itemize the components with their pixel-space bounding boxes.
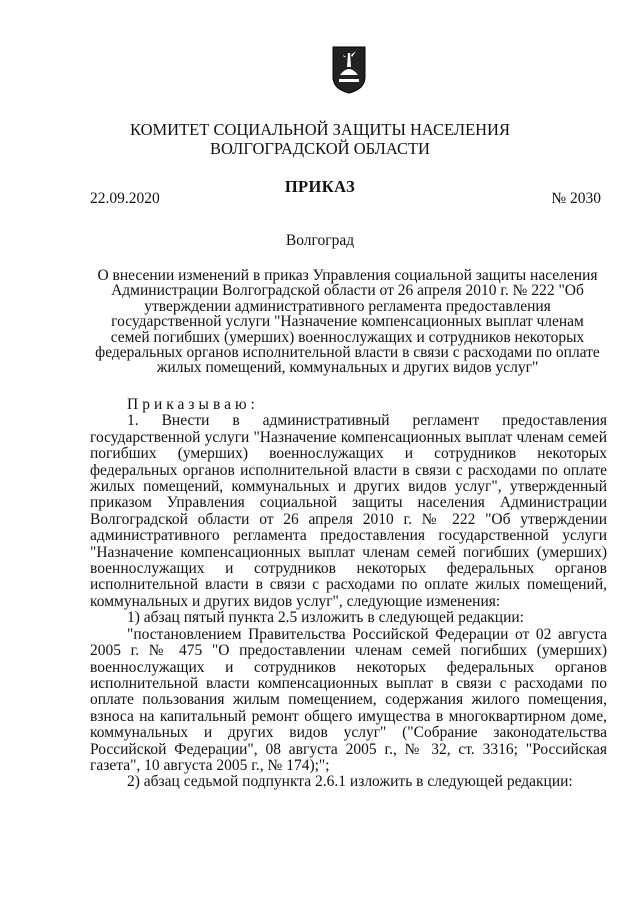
document-type-title: ПРИКАЗ [284,177,356,196]
document-subject: О внесении изменений в приказ Управления социальной защиты населения Администрации Волгоградской области от 26 апреля 2010 г. № 222 "Об утверждении административного регламента предоставления государственной услуги "Назначение компенсационных выплат членам семей погибших (умерших) военнослужащих и сотрудников некоторых федеральных органов исполнительной власти в связи с расходами по оплате жилых помещений, коммунальных и других видов услуг" [95,267,600,377]
organization-line-2: ВОЛГОГРАДСКОЙ ОБЛАСТИ [210,139,430,158]
paragraph-3: "постановлением Правительства Российской Федерации от 02 августа 2005 г. № 475 "О предоставлении членам семей погибших (умерших) военнослужащих и сотрудников некоторых федеральных органов исполнительной власти компенсационных выплат в связи с расходами по оплате пользования жилым помещением, содержания жилого помещения, взноса на капитальный ремонт общего имущества в многоквартирном доме, коммунальных и других видов услуг" ("Собрание законодательства Российской Федерации", 08 августа 2005 г., № 32, ст. 3316; "Российская газета", 10 августа 2005 г., № 174);"; [90,625,607,774]
coat-of-arms-icon [331,45,367,95]
document-date: 22.09.2020 [90,190,160,207]
paragraph-2: 1) абзац пятый пункта 2.5 изложить в следующей редакции: [127,609,524,627]
paragraph-1: 1. Внести в административный регламент предоставления государственной услуги "Назначение компенсационных выплат членам семей погибших (умерших) военнослужащих и сотрудников некоторых федеральных органов исполнительной власти в связи с расходами по оплате жилых помещений, коммунальных и других видов услуг", утвержденный приказом Управления социальной защиты населения Администрации Волгоградской области от 26 апреля 2010 г. № 222 "Об утверждении административного регламента предоставления государственной услуги "Назначение компенсационных выплат членам семей погибших (умерших) военнослужащих и сотрудников некоторых федеральных органов исполнительной власти в связи с расходами по оплате жилых помещений, коммунальных и других видов услуг", следующие изменения: [90,412,607,610]
document-city: Волгоград [285,232,355,249]
order-word: Приказываю: [127,396,259,413]
paragraph-4: 2) абзац седьмой подпункта 2.6.1 изложить в следующей редакции: [127,773,573,791]
organization-line-1: КОМИТЕТ СОЦИАЛЬНОЙ ЗАЩИТЫ НАСЕЛЕНИЯ [130,120,510,139]
organization-name [0,120,640,158]
document-body [90,397,607,791]
document-number: № 2030 [551,190,601,207]
